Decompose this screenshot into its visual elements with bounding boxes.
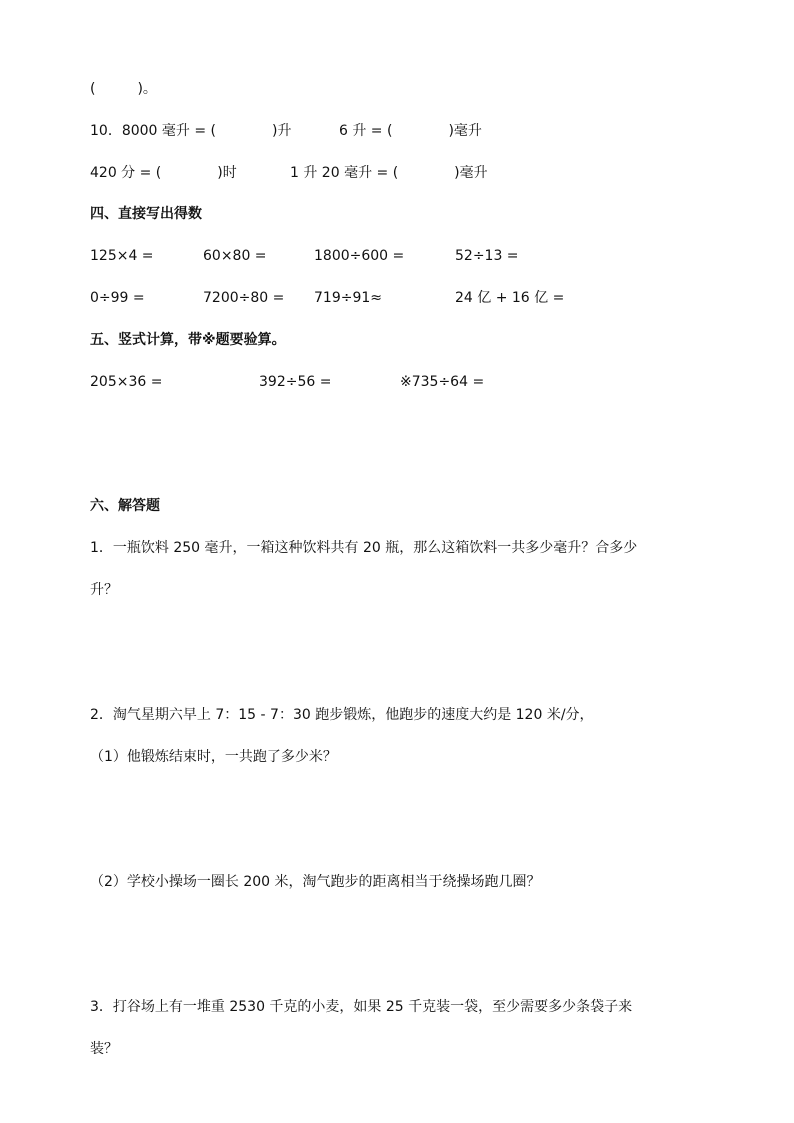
calc-item: 719÷91≈ [314, 290, 382, 306]
question-10-part-c: 420 分 = ( )时 [90, 165, 237, 181]
question-10-part-d: 1 升 20 毫升 = ( )毫升 [290, 165, 488, 181]
question-10-part-b: 6 升 = ( )毫升 [339, 123, 482, 139]
section-4-heading: 四、直接写出得数 [90, 206, 202, 222]
vertical-calc-item: 392÷56 = [259, 374, 332, 390]
word-problem-2-sub-1: （1）他锻炼结束时，一共跑了多少米？ [90, 749, 337, 765]
calc-item: 125×4 = [90, 248, 154, 264]
word-problem-1-line-2: 升？ [90, 582, 118, 598]
calc-item: 24 亿 + 16 亿 = [455, 290, 565, 306]
section-5-heading: 五、竖式计算，带※题要验算。 [90, 332, 286, 348]
question-10-part-a: 10．8000 毫升 = ( )升 [90, 123, 292, 139]
word-problem-3-line-1: 3．打谷场上有一堆重 2530 千克的小麦，如果 25 千克装一袋，至少需要多少条袋子来 [90, 999, 633, 1015]
calc-item: 0÷99 = [90, 290, 145, 306]
word-problem-2-sub-2: （2）学校小操场一圈长 200 米，淘气跑步的距离相当于绕操场跑几圈？ [90, 874, 541, 890]
prev-question-tail: ( )。 [90, 81, 157, 97]
word-problem-2: 2．淘气星期六早上 7：15 - 7：30 跑步锻炼，他跑步的速度大约是 120 米/分， [90, 707, 594, 723]
calc-item: 1800÷600 = [314, 248, 405, 264]
calc-item: 52÷13 = [455, 248, 519, 264]
calc-item: 7200÷80 = [203, 290, 285, 306]
calc-item: 60×80 = [203, 248, 267, 264]
vertical-calc-item: ※735÷64 = [400, 374, 485, 390]
vertical-calc-item: 205×36 = [90, 374, 163, 390]
word-problem-3-line-2: 装？ [90, 1041, 118, 1057]
word-problem-1-line-1: 1．一瓶饮料 250 毫升，一箱这种饮料共有 20 瓶，那么这箱饮料一共多少毫升？合多少 [90, 540, 638, 556]
section-6-heading: 六、解答题 [90, 498, 160, 514]
